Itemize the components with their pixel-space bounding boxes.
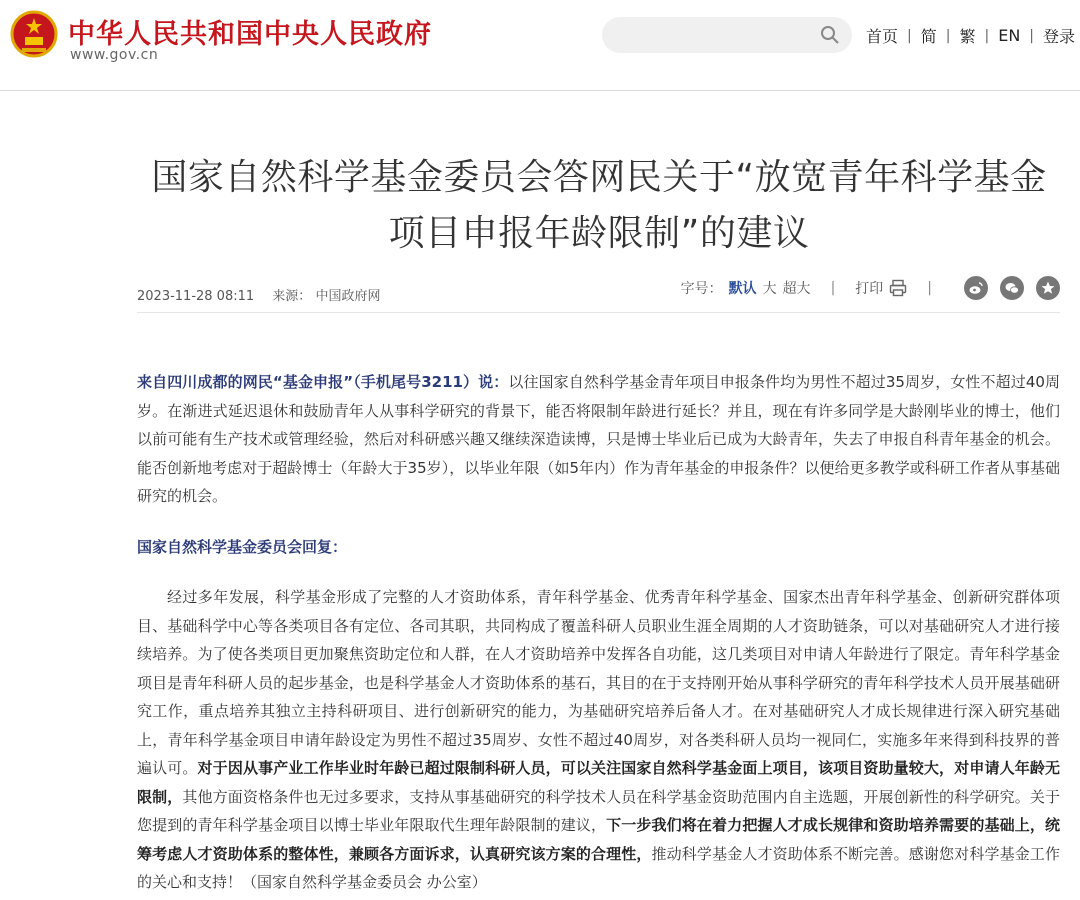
- nav-home[interactable]: 首页: [866, 27, 899, 46]
- weibo-share-icon[interactable]: [964, 276, 988, 300]
- print-icon[interactable]: [889, 279, 907, 297]
- search-box[interactable]: [602, 17, 852, 53]
- font-size-default[interactable]: 默认: [728, 281, 757, 297]
- tools-separator: |: [927, 280, 932, 296]
- article-meta-bar: [137, 282, 1060, 313]
- title-line-2: 项目申报年龄限制”的建议: [388, 213, 810, 254]
- question-head: 来自四川成都的网民“基金申报”（手机尾号3211）说：: [137, 373, 509, 391]
- source-name: 中国政府网: [315, 289, 381, 304]
- reply-bold-1: 对于因从事产业工作毕业时年龄已超过限制科研人员，可以关注国家自然科学基金面上项目，该项目资助量较大，对申请人年龄无限制，: [137, 759, 1060, 806]
- title-line-1: 国家自然科学基金委员会答网民关于“放宽青年科学基金: [151, 157, 1047, 198]
- article-tools: [681, 276, 1060, 300]
- top-nav: [866, 24, 1075, 47]
- publish-date: 2023-11-28 08:11: [137, 289, 255, 304]
- wechat-share-icon[interactable]: [1000, 276, 1024, 300]
- nav-separator: |: [984, 27, 990, 44]
- nav-login[interactable]: 登录: [1043, 27, 1076, 46]
- reply-heading: [137, 533, 1060, 562]
- source-label: 来源：: [272, 289, 312, 304]
- search-icon[interactable]: [820, 25, 840, 45]
- article-title: [120, 150, 1078, 262]
- font-size-xlarge[interactable]: 超大: [782, 281, 811, 297]
- nav-simplified[interactable]: 简: [920, 27, 937, 46]
- site-url: www.gov.cn: [70, 47, 159, 63]
- nav-english[interactable]: EN: [998, 26, 1021, 45]
- reply-part-2: 其他方面资格条件也无过多要求，支持从事基础研究的科学技术人员在科学基金资助范围内自主选题，开展创新性的科学研究。关于您提到的青年科学基金项目以博士毕业年限取代生理年龄限制的建议，: [137, 787, 1060, 834]
- site-name[interactable]: 中华人民共和国中央人民政府: [68, 19, 432, 50]
- question-text: 以往国家自然科学基金青年项目申报条件均为男性不超过35周岁，女性不超过40周岁。在渐进式延迟退休和鼓励青年人从事科学研究的背景下，能否将限制年龄进行延长？并且，现在有许多同学是大龄刚毕业的博士，他们以前可能有生产技术或管理经验，然后对科研感兴趣又继续深造读博，只是博士毕业后已成为大龄青年，失去了申报自科青年基金的机会。能否创新地考虑对于超龄博士（年龄大于35岁），以毕业年限（如5年内）作为青年基金的申报条件？以便给更多教学或科研工作者从事基础研究的机会。: [137, 373, 1061, 505]
- reply-part-1: 经过多年发展，科学基金形成了完整的人才资助体系，青年科学基金、优秀青年科学基金、国家杰出青年科学基金、创新研究群体项目、基础科学中心等各类项目各有定位、各司其职，共同构成了覆盖科研人员职业生涯全周期的人才资助链条，可以对基础研究人才进行接续培养。为了使各类项目更加聚焦资助定位和人群，在人才资助培养中发挥各自功能，这几类项目对申请人年龄进行了限定。青年科学基金项目是青年科研人员的起步基金，也是科学基金人才资助体系的基石，其目的在于支持刚开始从事科学研究的青年科学技术人员开展基础研究工作，重点培养其独立主持科研项目、进行创新研究的能力，为基础研究培养后备人才。在对基础研究人才成长规律进行深入研究基础上，青年科学基金项目申请年龄设定为男性不超过35周岁、女性不超过40周岁，对各类科研人员均一视同仁，实施多年来得到科技界的普遍认可。: [137, 588, 1060, 777]
- question-paragraph: [137, 368, 1060, 511]
- site-header: [0, 0, 1080, 91]
- reply-paragraph: [137, 583, 1060, 897]
- favorite-icon[interactable]: [1036, 276, 1060, 300]
- article-info: [137, 285, 380, 304]
- reply-head: 国家自然科学基金委员会回复：: [137, 537, 348, 556]
- article-body: [137, 368, 1060, 897]
- nav-separator: |: [945, 27, 951, 44]
- font-size-label: 字号：: [680, 281, 723, 297]
- tools-separator: |: [830, 280, 836, 296]
- nav-traditional[interactable]: 繁: [959, 27, 976, 46]
- print-label[interactable]: 打印: [855, 281, 884, 297]
- reply-bold-2: 下一步我们将在着力把握人才成长规律和资助培养需要的基础上，统筹考虑人才资助体系的整体性，兼顾各方面诉求，认真研究该方案的合理性，: [137, 816, 1060, 863]
- nav-separator: |: [907, 27, 912, 44]
- font-size-large[interactable]: 大: [762, 281, 777, 297]
- reply-part-3: 推动科学基金人才资助体系不断完善。感谢您对科学基金工作的关心和支持！（国家自然科学基金委员会 办公室）: [137, 844, 1060, 891]
- national-emblem-icon[interactable]: [10, 10, 58, 60]
- nav-separator: |: [1029, 27, 1034, 44]
